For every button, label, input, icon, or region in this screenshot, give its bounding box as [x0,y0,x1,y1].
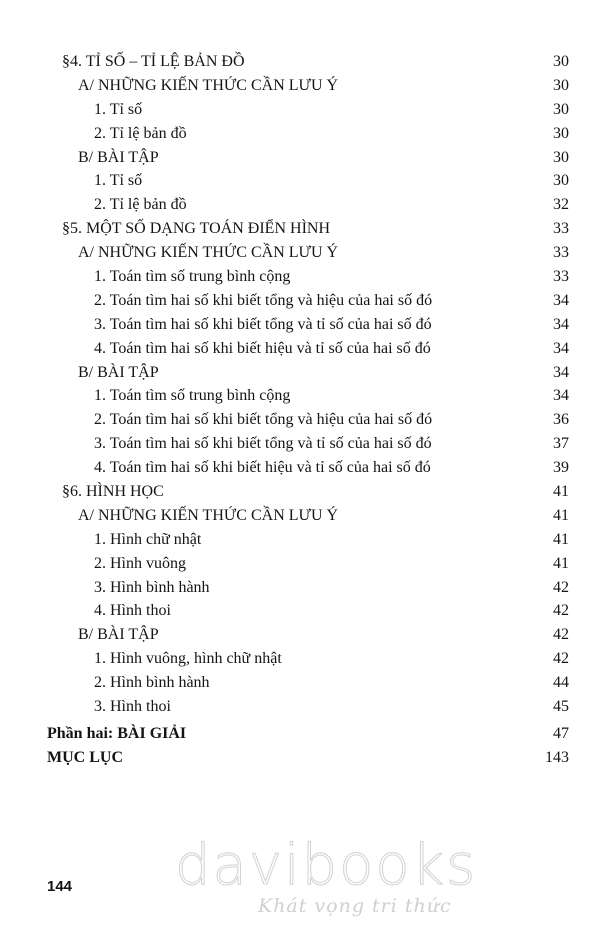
toc-entry-page: 34 [553,363,569,381]
toc-entry-page: 42 [553,626,569,644]
toc-entry [0,241,600,265]
toc-entry-label: §4. TỈ SỐ – TỈ LỆ BẢN ĐỒ [62,53,245,70]
toc-entry-page: 41 [553,554,569,572]
toc-entry-page: 37 [553,435,569,453]
watermark-brand: davibooks [175,833,478,898]
toc-entry-page: 34 [553,339,569,357]
toc-entry [0,408,600,432]
toc-entry [0,217,600,241]
toc-entry-label: 2. Tỉ lệ bản đồ [94,196,187,214]
toc-entry-page: 30 [553,148,569,166]
toc-entry-page: 30 [553,100,569,118]
toc-entry [0,623,600,647]
toc-entry [0,122,600,146]
toc-entry [0,722,600,746]
toc-entry-page: 33 [553,268,569,286]
toc-entry-label: A/ NHỮNG KIẾN THỨC CẦN LƯU Ý [78,244,339,262]
toc-entry-page: 30 [553,172,569,190]
toc-entry [0,193,600,217]
toc-entry-page: 41 [553,506,569,524]
watermark-tagline: Khát vọng tri thức [258,895,452,917]
toc-entry-label: 4. Hình thoi [94,602,171,620]
table-of-contents [0,50,600,770]
toc-entry-label: A/ NHỮNG KIẾN THỨC CẦN LƯU Ý [78,506,339,524]
toc-entry [0,313,600,337]
toc-entry-label: §5. MỘT SỐ DẠNG TOÁN ĐIỂN HÌNH [62,220,330,238]
toc-entry-page: 143 [545,748,569,766]
toc-entry-label: 3. Toán tìm hai số khi biết tổng và tỉ số của hai số đó [94,435,432,453]
toc-entry [0,552,600,576]
toc-entry-page: 34 [553,387,569,405]
toc-entry-page: 42 [553,578,569,596]
toc-entry-label: 1. Tỉ số [94,100,143,118]
toc-entry [0,480,600,504]
toc-entry-label: 2. Hình vuông [94,554,186,572]
toc-entry-label: 4. Toán tìm hai số khi biết hiệu và tỉ số của hai số đó [94,459,431,477]
toc-entry-label: MỤC LỤC [47,748,123,766]
toc-entry-page: 30 [553,53,569,70]
toc-entry-label: A/ NHỮNG KIẾN THỨC CẦN LƯU Ý [78,76,339,94]
toc-entry [0,289,600,313]
toc-entry [0,337,600,361]
toc-entry-label: 1. Hình vuông, hình chữ nhật [94,650,282,668]
toc-entry [0,146,600,170]
toc-entry [0,98,600,122]
toc-entry-page: 30 [553,76,569,94]
toc-entry [0,169,600,193]
toc-entry-label: 1. Toán tìm số trung bình cộng [94,387,291,405]
toc-entry-page: 47 [553,724,569,742]
toc-entry [0,74,600,98]
toc-entry-page: 36 [553,411,569,429]
toc-entry-page: 42 [553,602,569,620]
toc-entry-label: B/ BÀI TẬP [78,363,159,381]
toc-entry-page: 33 [553,244,569,262]
toc-entry-page: 39 [553,459,569,477]
toc-entry-page: 41 [553,483,569,501]
toc-entry [0,576,600,600]
toc-entry [0,746,600,770]
toc-entry [0,432,600,456]
toc-entry-label: §6. HÌNH HỌC [62,483,164,501]
toc-entry-page: 32 [553,196,569,214]
toc-entry-page: 33 [553,220,569,238]
toc-entry-label: 1. Hình chữ nhật [94,530,202,548]
toc-entry-label: B/ BÀI TẬP [78,148,159,166]
toc-entry [0,671,600,695]
toc-entry-label: 1. Toán tìm số trung bình cộng [94,268,291,286]
toc-entry-label: 4. Toán tìm hai số khi biết hiệu và tỉ số của hai số đó [94,339,431,357]
toc-entry [0,528,600,552]
toc-entry-label: 2. Tỉ lệ bản đồ [94,124,187,142]
toc-entry-page: 30 [553,124,569,142]
toc-entry-page: 34 [553,291,569,309]
toc-entry-label: B/ BÀI TẬP [78,626,159,644]
toc-entry-label: 2. Toán tìm hai số khi biết tổng và hiệu của hai số đó [94,291,433,309]
toc-entry [0,50,600,74]
toc-entry-page: 41 [553,530,569,548]
toc-entry [0,265,600,289]
toc-entry-label: 3. Hình bình hành [94,578,210,596]
toc-entry-label: Phần hai: BÀI GIẢI [47,724,187,742]
toc-entry-label: 3. Hình thoi [94,698,171,716]
page-number: 144 [47,878,73,895]
toc-entry-label: 1. Tỉ số [94,172,143,190]
toc-entry [0,647,600,671]
toc-entry [0,456,600,480]
toc-entry [0,695,600,719]
toc-entry-label: 2. Toán tìm hai số khi biết tổng và hiệu của hai số đó [94,411,433,429]
toc-entry [0,384,600,408]
toc-entry-page: 34 [553,315,569,333]
toc-entry [0,504,600,528]
toc-entry-label: 2. Hình bình hành [94,674,210,692]
toc-entry-label: 3. Toán tìm hai số khi biết tổng và tỉ số của hai số đó [94,315,432,333]
toc-entry-page: 44 [553,674,569,692]
toc-entry [0,361,600,385]
toc-entry [0,599,600,623]
toc-entry-page: 42 [553,650,569,668]
toc-entry-page: 45 [553,698,569,716]
